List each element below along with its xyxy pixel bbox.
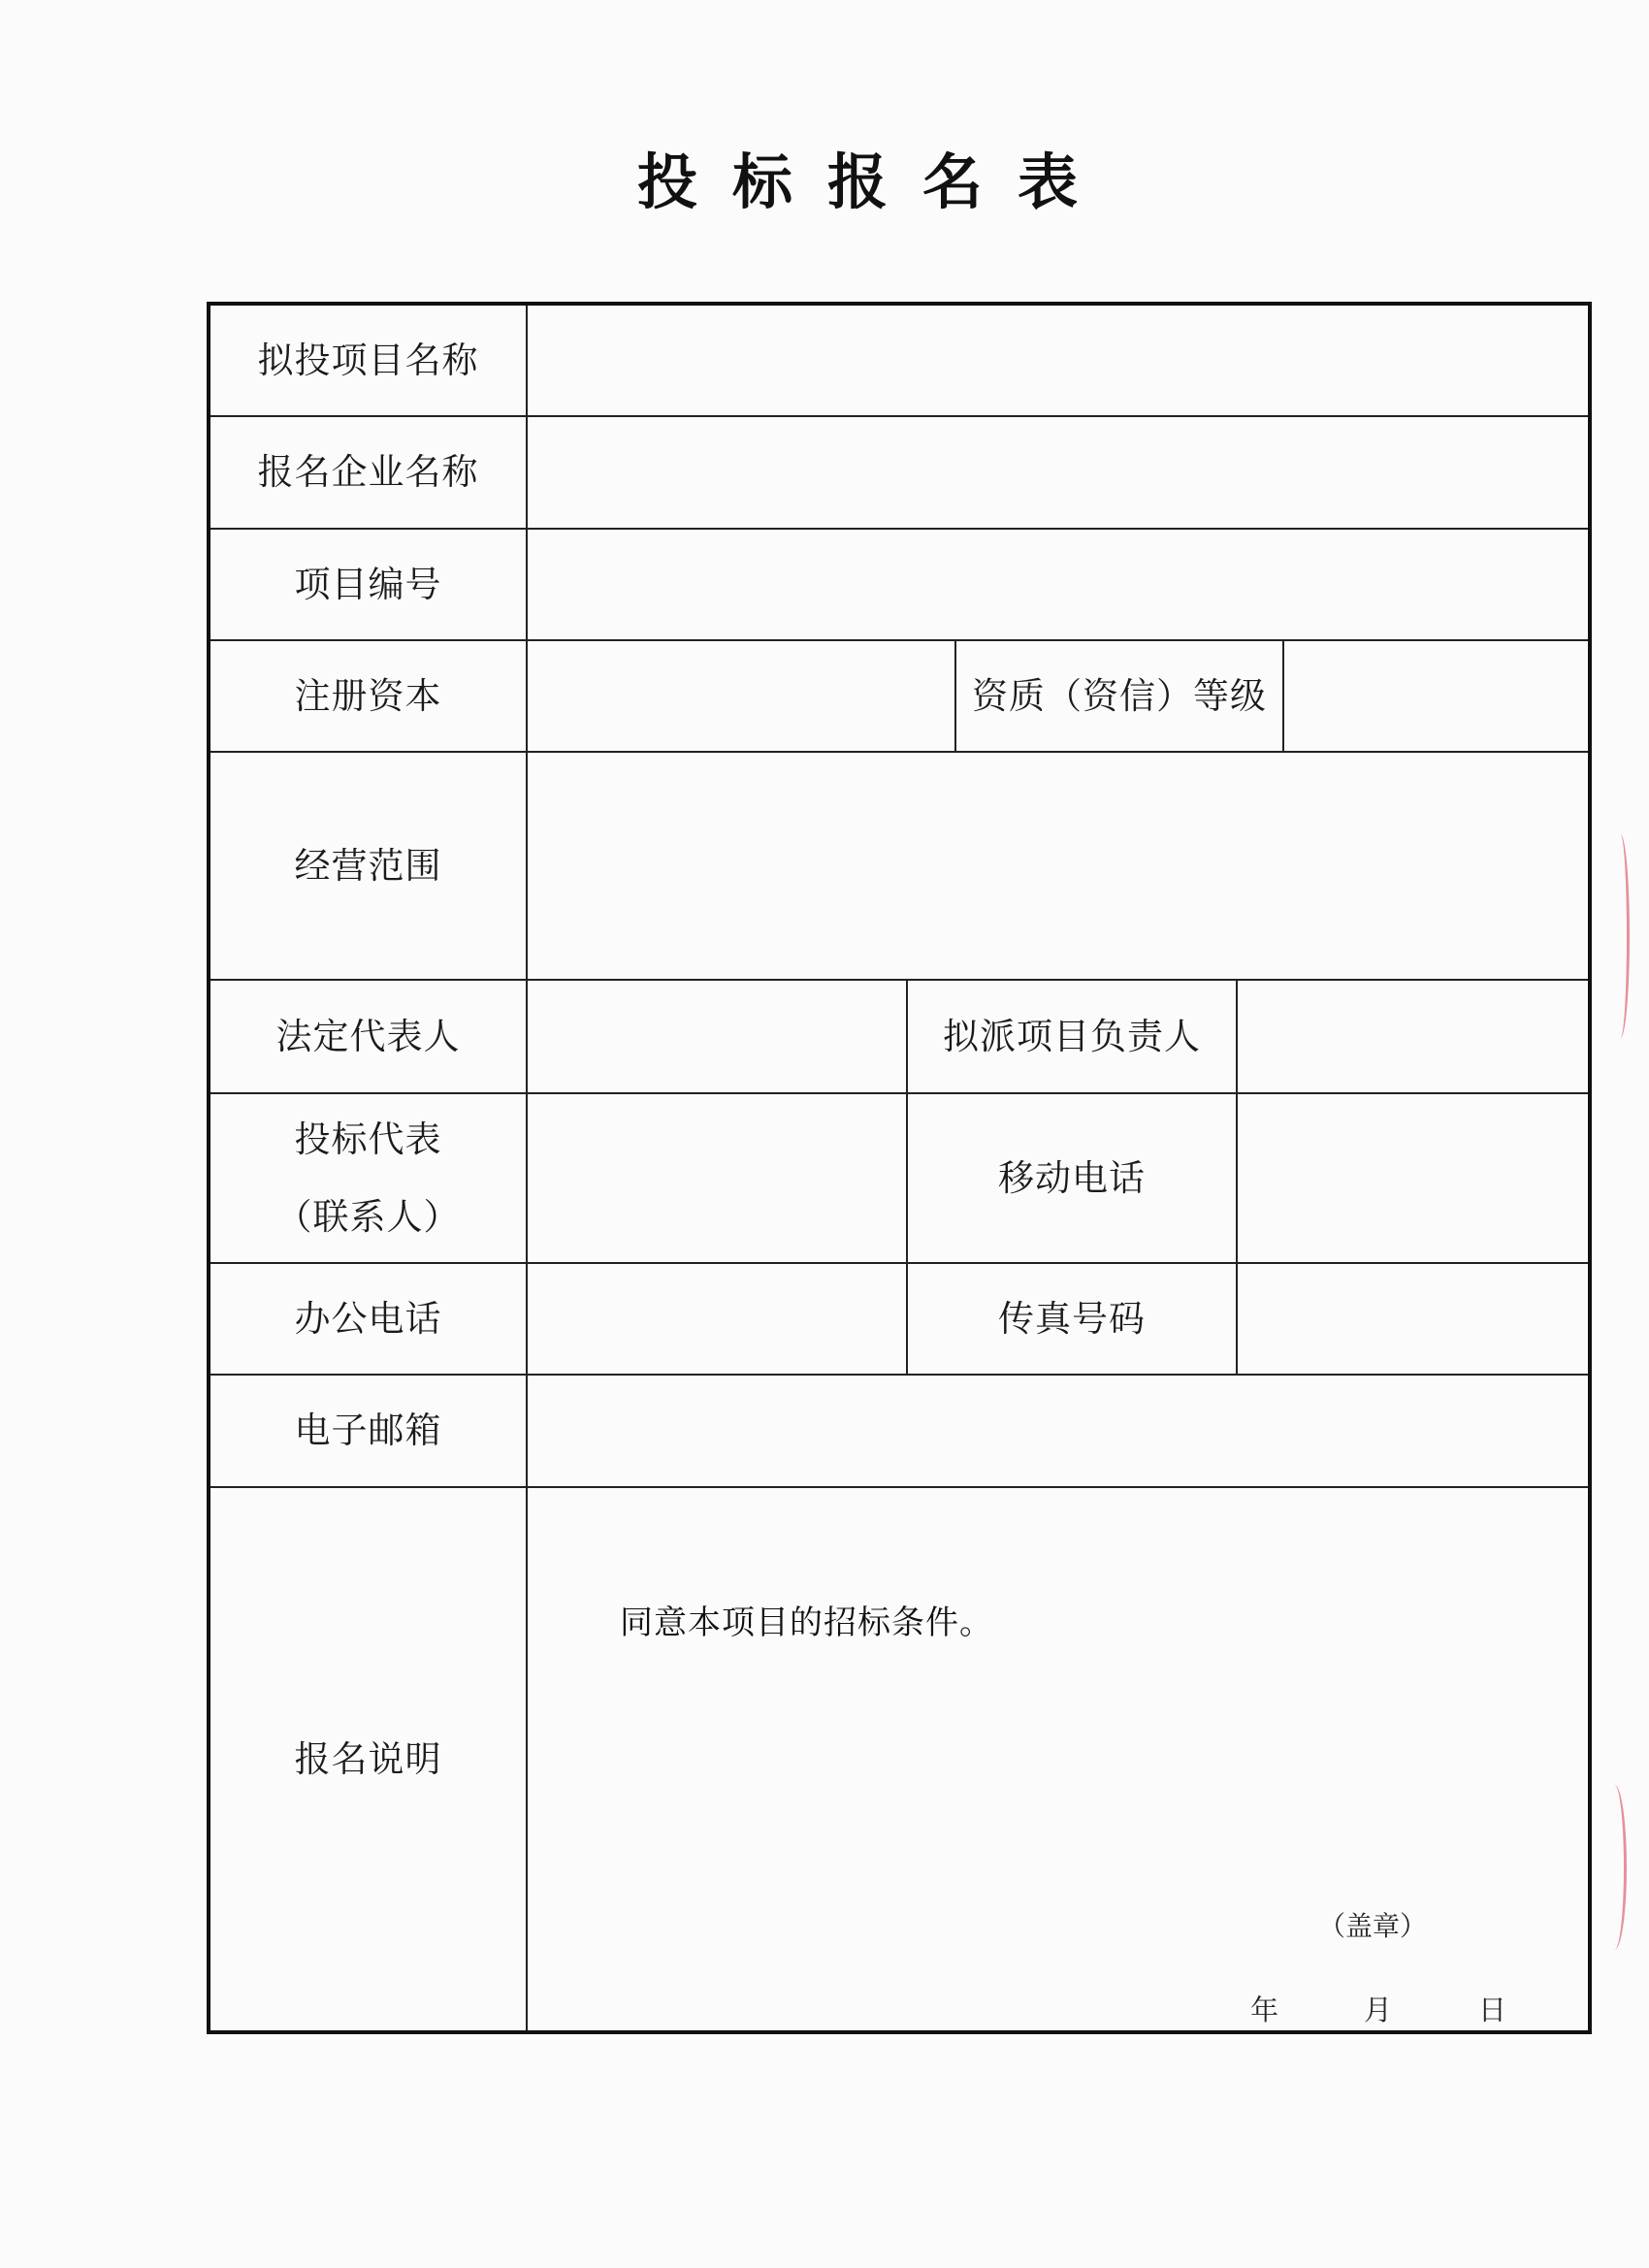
bid-representative-label xyxy=(210,1094,526,1262)
company-name-field[interactable] xyxy=(528,417,1588,528)
bid-representative-field[interactable] xyxy=(528,1094,906,1262)
company-name-label: 报名企业名称 xyxy=(257,451,479,494)
mobile-phone-field[interactable] xyxy=(1238,1094,1588,1262)
email-field[interactable] xyxy=(528,1376,1588,1486)
date-year-label: 年 xyxy=(1250,1993,1279,2026)
registration-note-area[interactable] xyxy=(528,1488,1588,2030)
qualification-label: 资质（资信）等级 xyxy=(972,674,1267,717)
project-manager-label: 拟派项目负责人 xyxy=(943,1015,1201,1057)
bid-representative-label-stack xyxy=(276,1112,461,1245)
business-scope-field[interactable] xyxy=(528,753,1588,979)
fax-field[interactable] xyxy=(1238,1264,1588,1374)
seal-label: （盖章） xyxy=(1318,1910,1428,1942)
fax-label: 传真号码 xyxy=(998,1297,1146,1340)
office-phone-label: 办公电话 xyxy=(294,1297,442,1340)
project-number-label: 项目编号 xyxy=(294,563,442,605)
registration-form-table xyxy=(207,302,1592,2034)
office-phone-field[interactable] xyxy=(528,1264,906,1374)
date-month-label: 月 xyxy=(1364,1993,1393,2026)
project-name-field[interactable] xyxy=(528,306,1588,415)
registered-capital-field[interactable] xyxy=(528,641,954,751)
stamp-edge-mark xyxy=(1611,834,1630,1038)
stamp-edge-mark xyxy=(1602,1785,1627,1950)
registered-capital-label: 注册资本 xyxy=(294,674,442,717)
date-day-label: 日 xyxy=(1478,1993,1507,2026)
project-manager-field[interactable] xyxy=(1238,981,1588,1092)
email-label: 电子邮箱 xyxy=(294,1409,442,1452)
bid-representative-label-line1: 投标代表 xyxy=(294,1118,442,1161)
legal-representative-field[interactable] xyxy=(528,981,906,1092)
mobile-phone-label: 移动电话 xyxy=(998,1156,1146,1199)
registration-note-label: 报名说明 xyxy=(294,1737,442,1780)
qualification-field[interactable] xyxy=(1284,641,1588,751)
agreement-text: 同意本项目的招标条件。 xyxy=(620,1604,993,1642)
bid-representative-label-line2: （联系人） xyxy=(275,1195,461,1238)
project-name-label: 拟投项目名称 xyxy=(257,339,479,381)
business-scope-label: 经营范围 xyxy=(294,844,442,887)
document-title: 投标报名表 xyxy=(636,146,1113,217)
project-number-field[interactable] xyxy=(528,530,1588,639)
legal-representative-label: 法定代表人 xyxy=(275,1015,461,1057)
